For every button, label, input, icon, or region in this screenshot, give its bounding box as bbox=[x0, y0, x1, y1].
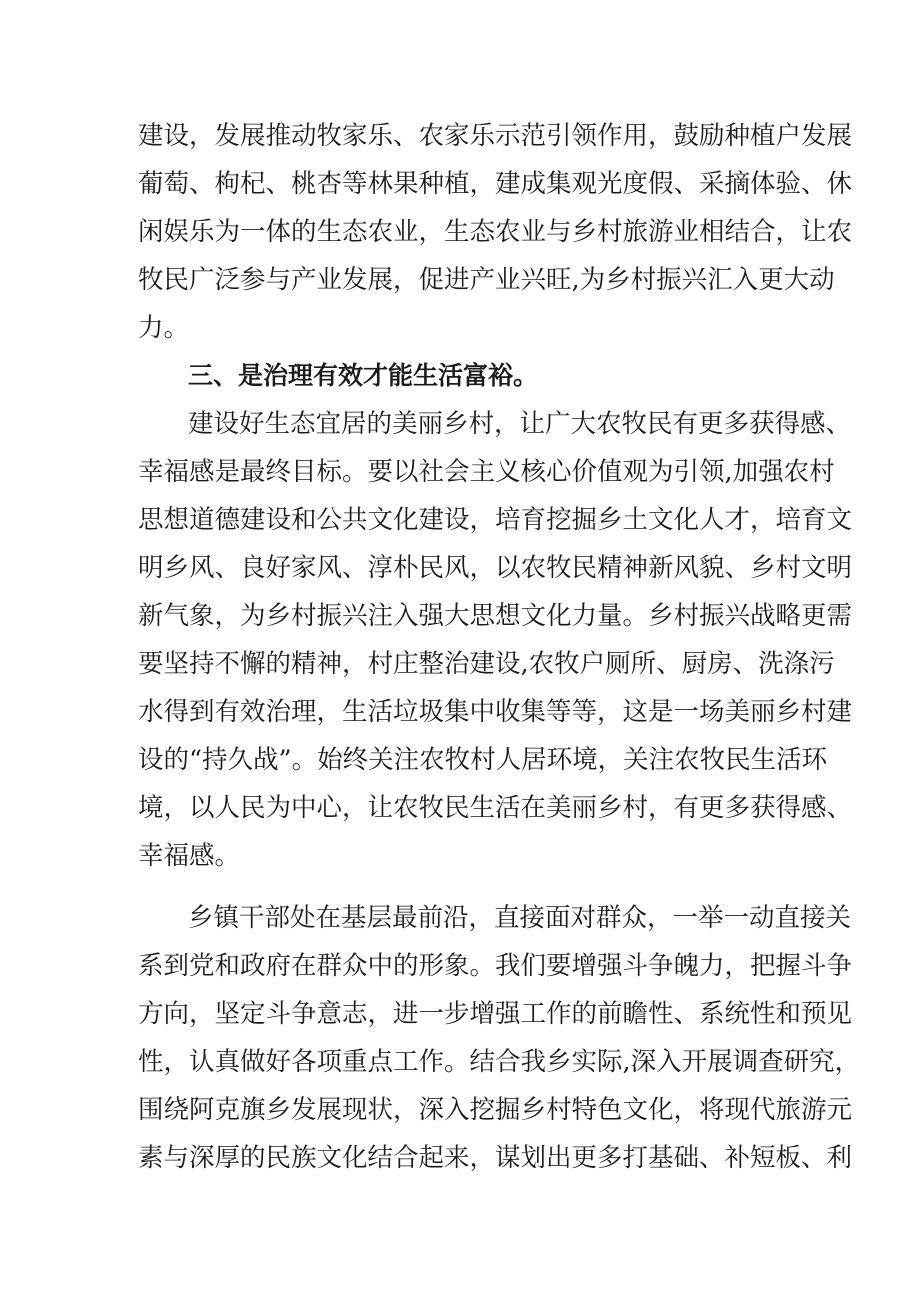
text-line: 葡萄、枸杞、桃杏等林果种植，建成集观光度假、采摘体验、休 bbox=[138, 169, 853, 199]
text-line: 幸福感。 bbox=[138, 841, 241, 871]
text-line: 要坚持不懈的精神，村庄整治建设,农牧户厕所、厨房、洗涤污 bbox=[138, 649, 835, 679]
text-line: 围绕阿克旗乡发展现状，深入挖掘乡村特色文化，将现代旅游元 bbox=[138, 1095, 853, 1125]
section-heading-text: 三、是治理有效才能生活富裕。 bbox=[188, 361, 539, 390]
text-line: 牧民广泛参与产业发展，促进产业兴旺,为乡村振兴汇入更大动 bbox=[138, 265, 835, 295]
text-line: 新气象，为乡村振兴注入强大思想文化力量。乡村振兴战略更需 bbox=[138, 601, 853, 631]
text-line: 水得到有效治理，生活垃圾集中收集等等，这是一场美丽乡村建 bbox=[138, 697, 853, 727]
text-line: 明乡风、良好家风、淳朴民风，以农牧民精神新风貌、乡村文明 bbox=[138, 553, 853, 583]
paragraph-3 bbox=[138, 894, 861, 1182]
text-line: 建设好生态宜居的美丽乡村，让广大农牧民有更多获得感、 bbox=[188, 409, 852, 439]
paragraph-1 bbox=[138, 112, 853, 352]
text-line: 设的“持久战”。始终关注农牧村人居环境，关注农牧民生活环 bbox=[138, 745, 828, 775]
text-line: 力。 bbox=[138, 313, 190, 343]
text-line: 系到党和政府在群众中的形象。我们要增强斗争魄力，把握斗争 bbox=[138, 951, 853, 981]
text-line: 方向，坚定斗争意志，进一步增强工作的前瞻性、系统性和预见 bbox=[138, 999, 853, 1029]
text-line: 建设，发展推动牧家乐、农家乐示范引领作用，鼓励种植户发展 bbox=[138, 121, 853, 151]
document-body bbox=[138, 112, 861, 1182]
paragraph-2 bbox=[138, 400, 853, 880]
text-line: 闲娱乐为一体的生态农业，生态农业与乡村旅游业相结合，让农 bbox=[138, 217, 853, 247]
text-line: 乡镇干部处在基层最前沿，直接面对群众，一举一动直接关 bbox=[188, 903, 852, 933]
text-line: 境，以人民为中心，让农牧民生活在美丽乡村，有更多获得感、 bbox=[138, 793, 853, 823]
section-heading-3 bbox=[138, 352, 788, 400]
text-line: 素与深厚的民族文化结合起来，谋划出更多打基础、补短板、利 bbox=[138, 1143, 853, 1173]
text-line: 性，认真做好各项重点工作。结合我乡实际,深入开展调查研究， bbox=[138, 1047, 861, 1077]
text-line: 思想道德建设和公共文化建设，培育挖掘乡土文化人才，培育文 bbox=[138, 505, 853, 535]
text-line: 幸福感是最终目标。要以社会主义核心价值观为引领,加强农村 bbox=[138, 457, 835, 487]
paragraph-spacer bbox=[138, 880, 788, 894]
